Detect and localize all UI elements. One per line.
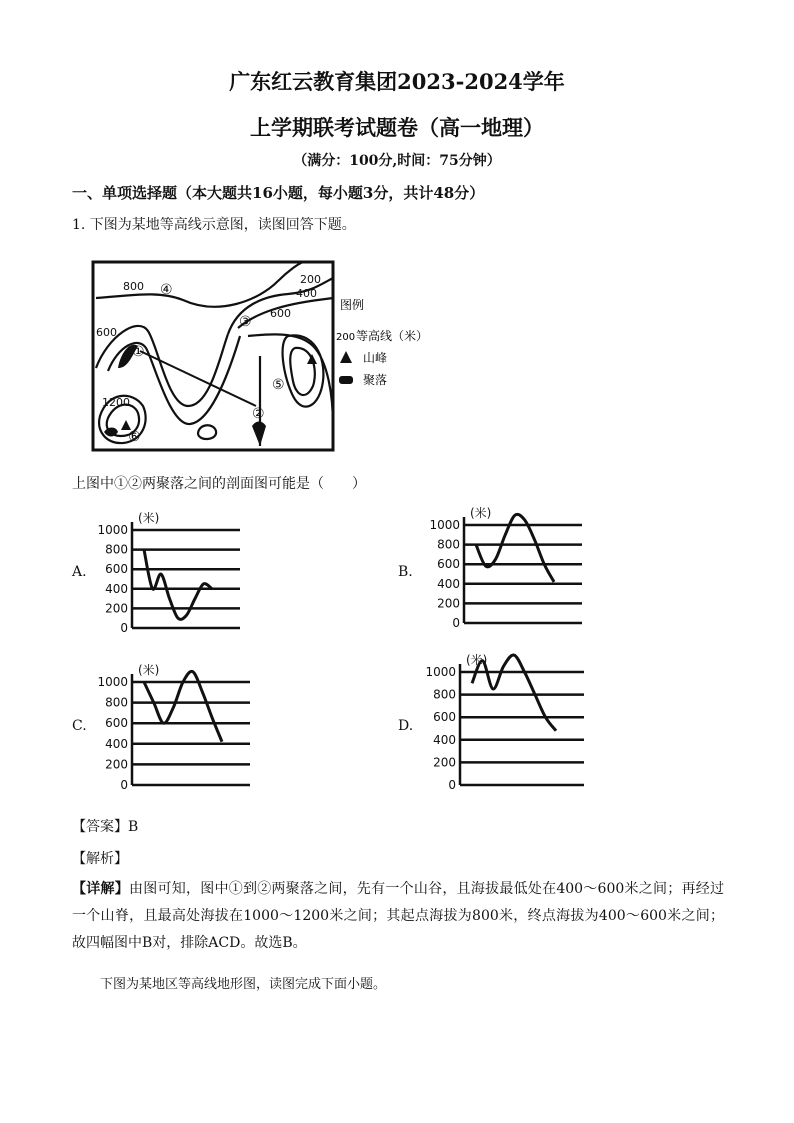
detail-tag: 【详解】: [72, 881, 129, 897]
map-legend: [336, 297, 428, 387]
contour-label-600a: 600: [270, 307, 291, 320]
tick-label: 200: [433, 755, 456, 770]
tick-label: 600: [433, 710, 456, 725]
marker-3: ③: [239, 314, 252, 330]
title-line-1: 广东红云教育集团2023-2024学年: [229, 69, 565, 94]
section-heading: 一、单项选择题（本大题共16小题，每小题3分，共计48分）: [72, 184, 485, 202]
legend-contour-sample: 200: [336, 332, 356, 343]
marker-2: ②: [252, 406, 265, 422]
option-c-label[interactable]: C.: [72, 718, 87, 734]
legend-settlement: 聚落: [363, 373, 388, 387]
tick-label: 200: [105, 757, 128, 772]
contour-label-200: 200: [300, 273, 321, 286]
tick-label: 800: [437, 537, 460, 552]
tick-label: 600: [105, 562, 128, 577]
unit-label: (米): [470, 506, 492, 520]
tick-label: 400: [433, 732, 456, 747]
contour-label-400: 400: [296, 287, 317, 300]
question-stem: 上图中①②两聚落之间的剖面图可能是（ ）: [72, 476, 366, 492]
option-a-label[interactable]: A.: [72, 564, 87, 580]
tick-label: 800: [105, 542, 128, 557]
option-d-chart: [424, 650, 600, 795]
tick-label: 400: [105, 581, 128, 596]
option-a-chart: [96, 508, 256, 638]
tick-label: 0: [448, 778, 456, 792]
option-b-label[interactable]: B.: [398, 564, 413, 580]
detail-text: 由图可知，图中①到②两聚落之间，先有一个山谷，且海拔最低处在400～600米之间；再经过一个山脊，且最高处海拔在1000～1200米之间；其起点海拔为800米，终点海拔为400～600米之间；故四幅图中B对，排除ACD。故选B。: [72, 881, 724, 951]
tick-label: 0: [120, 621, 128, 635]
option-c-chart: [96, 660, 266, 795]
tick-label: 200: [105, 601, 128, 616]
legend-peak-icon: [340, 351, 352, 363]
contour-label-1200: 1200: [102, 396, 130, 409]
analysis-label: 【解析】: [72, 851, 128, 867]
tick-label: 600: [105, 716, 128, 731]
tick-label: 400: [105, 736, 128, 751]
contour-line: [198, 425, 216, 439]
legend-contour: 等高线（米）: [356, 329, 429, 343]
tick-label: 1000: [429, 518, 460, 532]
next-intro: 下图为某地区等高线地形图，读图完成下面小题。: [100, 977, 387, 992]
tick-label: 600: [437, 557, 460, 572]
marker-6: ⑥: [128, 429, 141, 445]
title-line-2: 上学期联考试题卷（高一地理）: [250, 115, 544, 140]
tick-label: 800: [433, 687, 456, 702]
question-prompt: 1. 下图为某地等高线示意图，读图回答下题。: [72, 217, 356, 233]
answer-label: 【答案】B: [72, 819, 139, 835]
peak-icon: [307, 354, 317, 364]
settlement-shading: [252, 422, 266, 447]
tick-label: 400: [437, 576, 460, 591]
contour-label-800: 800: [123, 280, 144, 293]
contour-line: [290, 348, 315, 395]
tick-label: 200: [437, 596, 460, 611]
option-b-chart: [428, 503, 598, 633]
legend-peak: 山峰: [363, 351, 388, 365]
legend-settlement-icon: [339, 376, 353, 384]
tick-label: 1000: [97, 675, 128, 689]
option-d-label[interactable]: D.: [398, 718, 414, 734]
legend-title: 图例: [340, 298, 365, 312]
marker-4: ④: [160, 282, 173, 298]
marker-5: ⑤: [272, 377, 285, 393]
detail-paragraph: [72, 876, 724, 957]
unit-label: (米): [138, 663, 160, 677]
marker-1: ①: [132, 344, 145, 360]
exam-info: （满分：100分,时间：75分钟）: [293, 153, 501, 169]
tick-label: 0: [452, 616, 460, 630]
contour-map: [88, 256, 448, 456]
contour-label-600b: 600: [96, 326, 117, 339]
profile-curve: [472, 655, 556, 731]
unit-label: (米): [138, 511, 160, 525]
tick-label: 1000: [97, 523, 128, 537]
unit-label: (米): [466, 653, 488, 667]
tick-label: 1000: [425, 665, 456, 679]
tick-label: 800: [105, 695, 128, 710]
tick-label: 0: [120, 778, 128, 792]
